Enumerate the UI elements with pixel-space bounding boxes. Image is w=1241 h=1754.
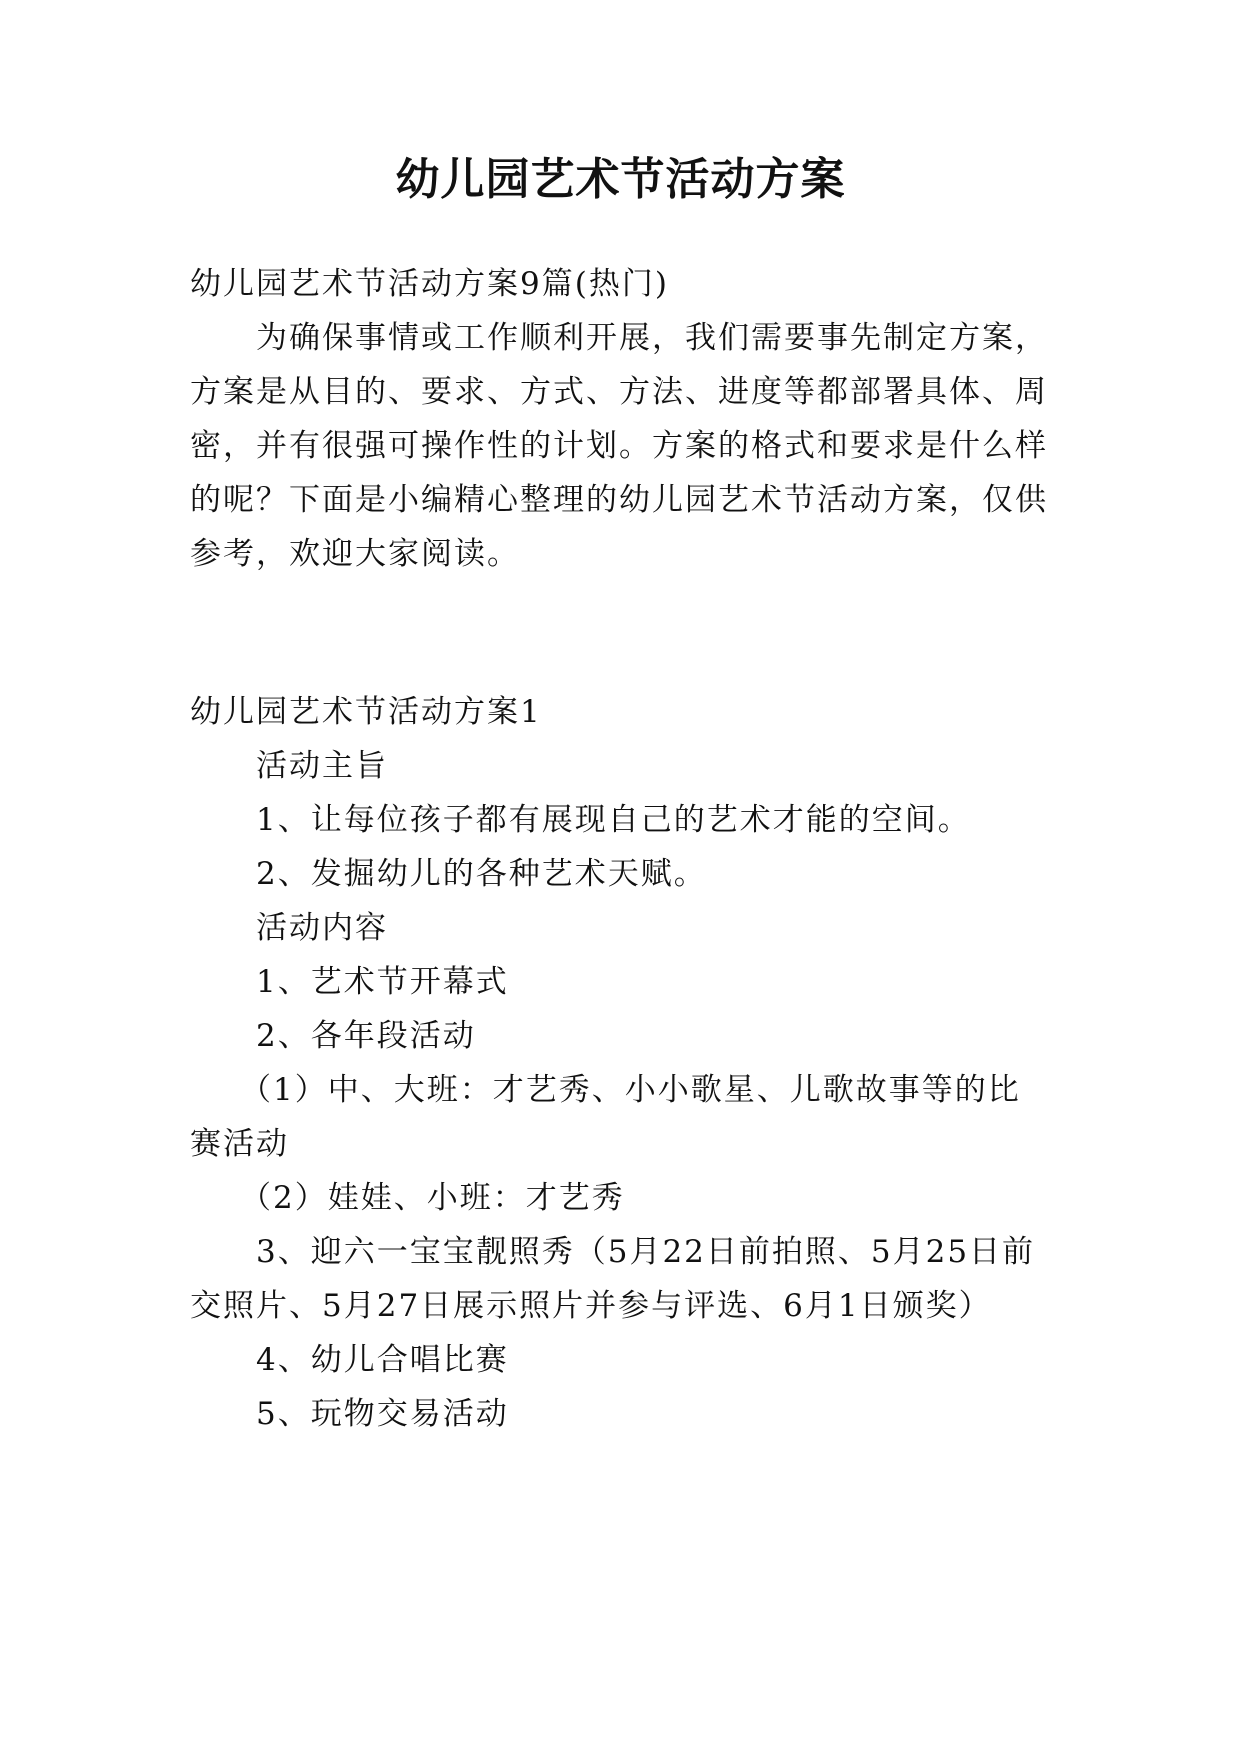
intro-line: 密，并有很强可操作性的计划。方案的格式和要求是什么样 — [190, 428, 1048, 464]
section-line: 5、玩物交易活动 — [256, 1396, 509, 1432]
section-line: 4、幼儿合唱比赛 — [256, 1342, 509, 1378]
section-line: （1）中、大班：才艺秀、小小歌星、儿歌故事等的比 — [240, 1072, 1021, 1108]
section-line: 2、各年段活动 — [256, 1018, 476, 1054]
section-line: 1、让每位孩子都有展现自己的艺术才能的空间。 — [256, 802, 971, 838]
intro-line: 的呢？下面是小编精心整理的幼儿园艺术节活动方案，仅供 — [190, 482, 1048, 518]
section-heading: 幼儿园艺术节活动方案1 — [190, 694, 542, 730]
section-line: 交照片、5月27日展示照片并参与评选、6月1日颁奖） — [190, 1288, 992, 1324]
intro-line: 方案是从目的、要求、方式、方法、进度等都部署具体、周 — [190, 374, 1048, 410]
document-subtitle: 幼儿园艺术节活动方案9篇(热门) — [190, 266, 669, 302]
document-title: 幼儿园艺术节活动方案 — [395, 154, 846, 205]
section-line: 活动主旨 — [256, 748, 388, 784]
section-line: 3、迎六一宝宝靓照秀（5月22日前拍照、5月25日前 — [256, 1234, 1036, 1270]
section-line: 活动内容 — [256, 910, 388, 946]
section-line: （2）娃娃、小班：才艺秀 — [240, 1180, 625, 1216]
section-line: 2、发掘幼儿的各种艺术天赋。 — [256, 856, 707, 892]
intro-line: 参考，欢迎大家阅读。 — [190, 536, 520, 572]
section-line: 赛活动 — [190, 1126, 289, 1162]
intro-line: 为确保事情或工作顺利开展，我们需要事先制定方案， — [256, 320, 1048, 356]
section-line: 1、艺术节开幕式 — [256, 964, 509, 1000]
